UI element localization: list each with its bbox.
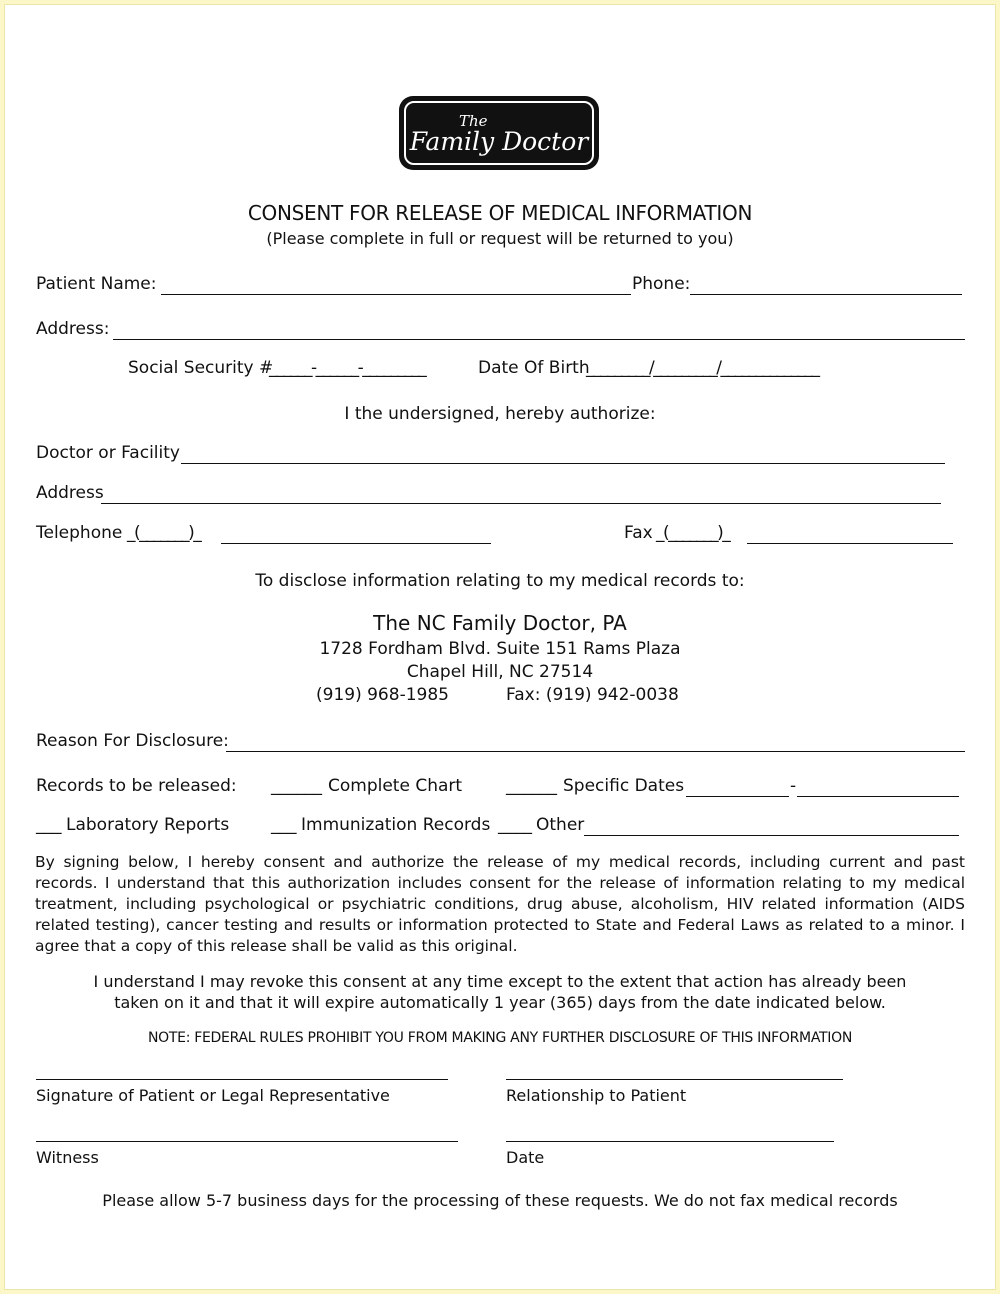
immunization-label: Immunization Records xyxy=(301,815,491,835)
recipient-fax: Fax: (919) 942-0038 xyxy=(506,685,679,705)
specific-dates-dash: - xyxy=(790,776,797,796)
fax-field[interactable] xyxy=(747,543,953,544)
doctor-facility-field[interactable] xyxy=(181,463,945,464)
phone-label: Phone: xyxy=(632,274,691,294)
address-label: Address: xyxy=(36,319,110,339)
telephone-label: Telephone xyxy=(36,523,123,543)
witness-label: Witness xyxy=(36,1148,99,1167)
recipient-address-line1: 1728 Fordham Blvd. Suite 151 Rams Plaza xyxy=(319,639,681,659)
ssn-field[interactable]: ______-______-_________ xyxy=(269,358,426,378)
complete-chart-label: Complete Chart xyxy=(328,776,463,796)
disclose-intro: To disclose information relating to my medical records to: xyxy=(255,571,745,591)
immunization-blank[interactable]: ___ xyxy=(271,815,297,835)
facility-address-label: Address xyxy=(36,483,104,503)
complete-chart-blank[interactable]: ______ xyxy=(271,776,322,796)
witness-signature-field[interactable] xyxy=(36,1141,458,1142)
federal-rules-note: NOTE: FEDERAL RULES PROHIBIT YOU FROM MAKING ANY FURTHER DISCLOSURE OF THIS INFORMATION xyxy=(148,1030,852,1046)
patient-name-label: Patient Name: xyxy=(36,274,157,294)
processing-note: Please allow 5-7 business days for the processing of these requests. We do not fax medical records xyxy=(102,1191,898,1210)
specific-dates-label: Specific Dates xyxy=(563,776,685,796)
consent-paragraph: By signing below, I hereby consent and authorize the release of my medical records, including current and past records. I understand that this authorization includes consent for the release of information relating to my medical treatment, including psychological or psychiatric conditions, drug abuse, alcoholism, HIV related information (AIDS related testing), cancer testing and results or information protected to State and Federal Laws as related to a minor. I agree that a copy of this release shall be valid as this original. xyxy=(35,853,965,955)
revoke-text-line2: taken on it and that it will expire automatically 1 year (365) days from the date indicated below. xyxy=(114,993,886,1012)
address-field[interactable] xyxy=(113,339,965,340)
laboratory-blank[interactable]: ___ xyxy=(36,815,62,835)
telephone-field[interactable] xyxy=(221,543,491,544)
doctor-facility-label: Doctor or Facility xyxy=(36,443,180,463)
svg-text:Family Doctor: Family Doctor xyxy=(409,127,589,156)
other-field[interactable] xyxy=(584,835,959,836)
relationship-label: Relationship to Patient xyxy=(506,1086,687,1105)
telephone-area-code[interactable]: _(_______)_ xyxy=(127,523,201,543)
authorize-intro: I the undersigned, hereby authorize: xyxy=(344,404,656,424)
patient-signature-label: Signature of Patient or Legal Representative xyxy=(36,1086,390,1105)
family-doctor-logo xyxy=(399,96,599,170)
dob-field[interactable]: _________/_________/______________ xyxy=(586,358,819,378)
form-title: CONSENT FOR RELEASE OF MEDICAL INFORMATION xyxy=(247,201,753,225)
reason-field[interactable] xyxy=(226,751,965,752)
revoke-text-line1: I understand I may revoke this consent at any time except to the extent that action has already been xyxy=(93,972,907,991)
dob-label: Date Of Birth xyxy=(478,358,590,378)
form-subtitle: (Please complete in full or request will be returned to you) xyxy=(266,229,734,248)
specific-dates-from-field[interactable] xyxy=(686,796,789,797)
svg-text:The: The xyxy=(459,112,488,130)
relationship-field[interactable] xyxy=(506,1079,843,1080)
specific-dates-to-field[interactable] xyxy=(797,796,959,797)
patient-name-field[interactable] xyxy=(161,294,631,295)
specific-dates-blank[interactable]: ______ xyxy=(506,776,557,796)
ssn-label: Social Security # xyxy=(128,358,274,378)
patient-signature-field[interactable] xyxy=(36,1079,448,1080)
fax-area-code[interactable]: _(_______)_ xyxy=(656,523,730,543)
form-page xyxy=(5,5,995,1289)
date-label: Date xyxy=(506,1148,545,1167)
facility-address-field[interactable] xyxy=(101,503,941,504)
other-blank[interactable]: ____ xyxy=(498,815,532,835)
recipient-name: The NC Family Doctor, PA xyxy=(373,611,627,635)
laboratory-label: Laboratory Reports xyxy=(66,815,230,835)
phone-field[interactable] xyxy=(690,294,962,295)
date-field[interactable] xyxy=(506,1141,834,1142)
fax-label: Fax xyxy=(624,523,653,543)
reason-label: Reason For Disclosure: xyxy=(36,731,229,751)
other-label: Other xyxy=(536,815,585,835)
recipient-phone: (919) 968-1985 xyxy=(316,685,449,705)
records-label: Records to be released: xyxy=(36,776,237,796)
recipient-address-line2: Chapel Hill, NC 27514 xyxy=(406,662,594,682)
